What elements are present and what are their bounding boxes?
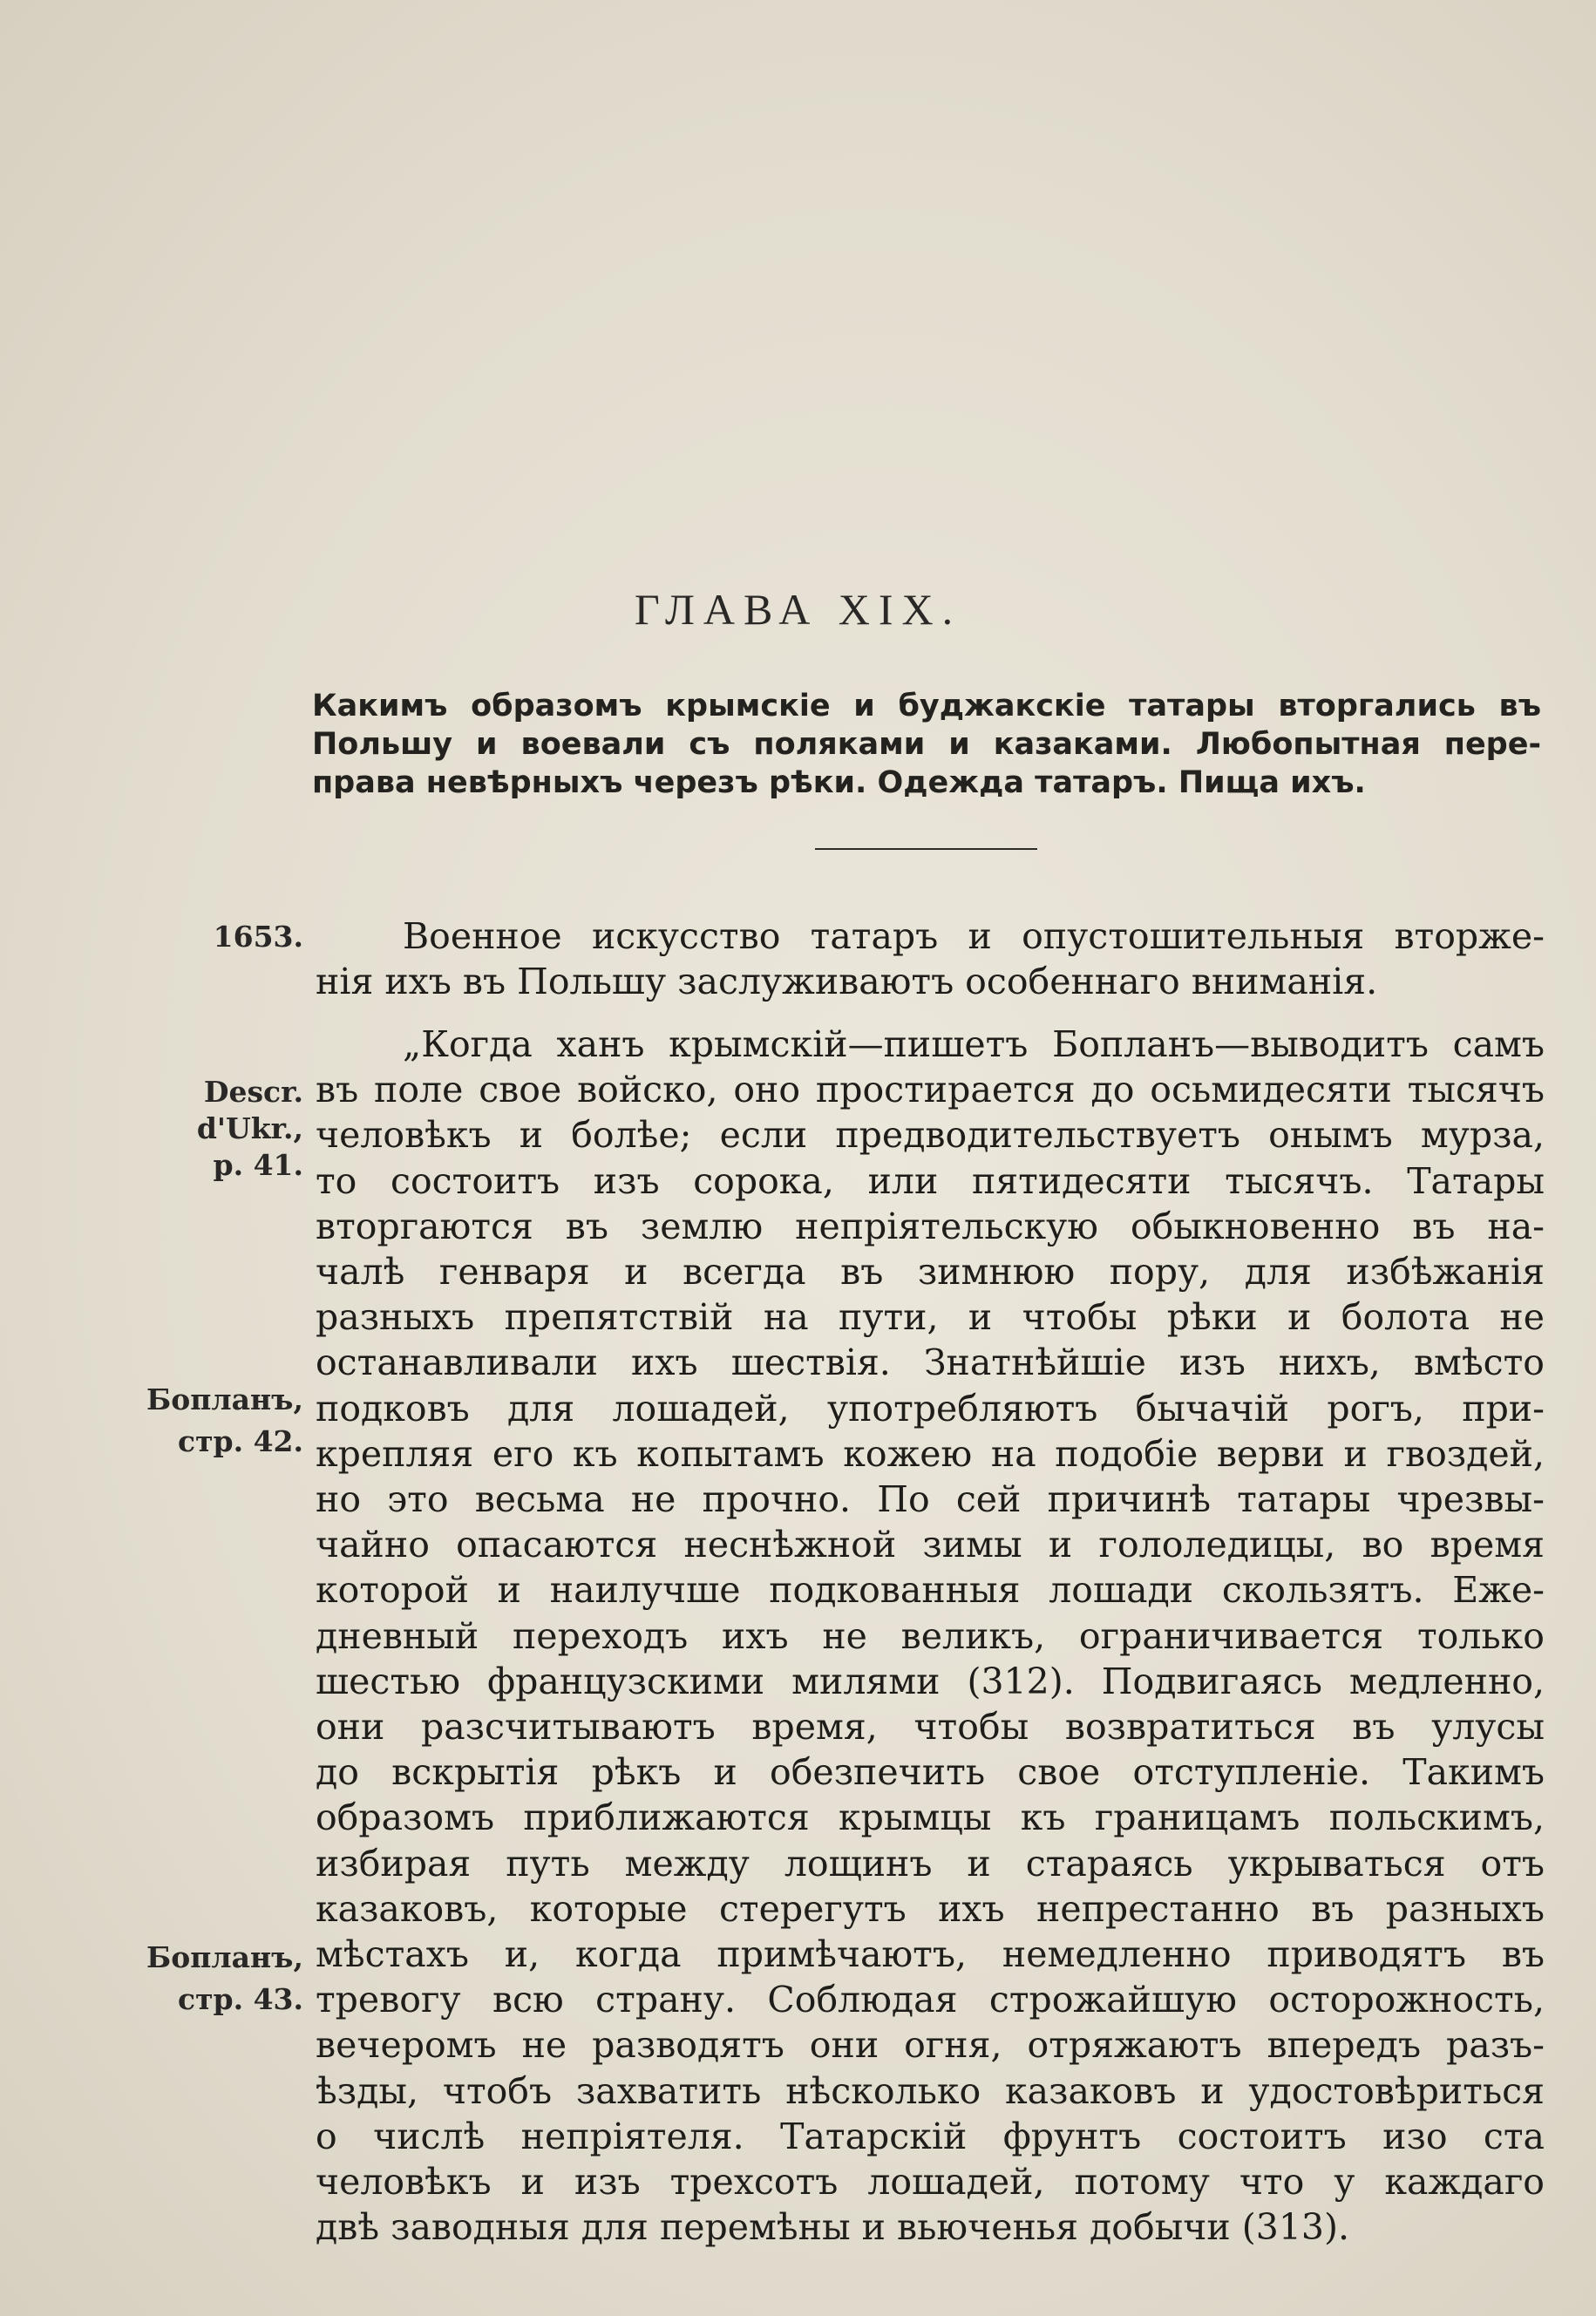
- margin-ref-boplan: Бопланъ,: [146, 1940, 303, 1974]
- paragraph-quote: [316, 1022, 1545, 2250]
- text-line: которой и наилучше подкованныя лошади скользятъ. Еже-: [316, 1569, 1545, 1612]
- text-line: двѣ заводныя для перемѣны и вьюченья добычи (313).: [316, 2206, 1350, 2249]
- text-line: но это весьма не прочно. По сей причинѣ татары чрезвы-: [316, 1478, 1545, 1521]
- margin-ref-descr: Descr.: [203, 1075, 303, 1109]
- text-line: дневный переходъ ихъ не великъ, ограничивается только: [316, 1614, 1545, 1657]
- margin-ref-descr: p. 41.: [213, 1148, 303, 1182]
- margin-year: 1653.: [213, 920, 303, 954]
- text-line: разныхъ препятствій на пути, и чтобы рѣки и болота не: [316, 1296, 1545, 1339]
- margin-ref-boplan: стр. 42.: [177, 1424, 303, 1458]
- text-line: вторгаются въ землю непріятельскую обыкновенно въ на-: [316, 1205, 1545, 1247]
- chapter-summary: [312, 687, 1541, 802]
- text-line: то состоитъ изъ сорока, или пятидесяти тысячъ. Татары: [316, 1159, 1545, 1202]
- text-line: крепляя его къ копытамъ кожею на подобіе верви и гвоздей,: [316, 1432, 1545, 1475]
- text-line: нія ихъ въ Польшу заслуживаютъ особеннаго вниманія.: [316, 961, 1378, 1003]
- text-line: шестью французскими милями (312). Подвигаясь медленно,: [316, 1660, 1545, 1702]
- summary-line: Польшу и воевали съ поляками и казаками. Любопытная пере-: [312, 727, 1541, 762]
- text-line: человѣкъ и болѣе; если предводительствуетъ онымъ мурза,: [316, 1114, 1545, 1157]
- text-line: тревогу всю страну. Соблюдая строжайшую осторожность,: [316, 1979, 1545, 2021]
- margin-ref-boplan: Бопланъ,: [146, 1382, 303, 1416]
- text-line: подковъ для лошадей, употребляютъ бычачій рогъ, при-: [316, 1387, 1545, 1430]
- text-line: чалѣ генваря и всегда въ зимнюю пору, для избѣжанія: [316, 1251, 1545, 1294]
- text-line: мѣстахъ и, когда примѣчаютъ, немедленно приводятъ въ: [316, 1933, 1545, 1976]
- text-line: останавливали ихъ шествія. Знатнѣйшіе изъ нихъ, вмѣсто: [316, 1341, 1545, 1384]
- text-line: о числѣ непріятеля. Татарскій фрунтъ состоитъ изо ста: [316, 2115, 1545, 2157]
- text-line: ѣзды, чтобъ захватить нѣсколько казаковъ и удостовѣриться: [316, 2069, 1545, 2112]
- text-line: въ поле свое войско, оно простирается до осьмидесяти тысячъ: [316, 1069, 1545, 1111]
- summary-line: Какимъ образомъ крымскіе и буджакскіе татары вторгались въ: [312, 689, 1541, 723]
- text-line: вечеромъ не разводятъ они огня, отряжаютъ впередъ разъ-: [316, 2024, 1545, 2067]
- section-divider: [815, 848, 1037, 850]
- text-line: „Когда ханъ крымскій—пишетъ Бопланъ—выводитъ самъ: [403, 1023, 1545, 1065]
- text-line: избирая путь между лощинъ и стараясь укрываться отъ: [316, 1842, 1545, 1885]
- margin-ref-boplan: стр. 43.: [177, 1982, 303, 2016]
- text-line: они разсчитываютъ время, чтобы возвратиться въ улусы: [316, 1706, 1545, 1749]
- text-line: человѣкъ и изъ трехсотъ лошадей, потому что у каждаго: [316, 2161, 1545, 2204]
- summary-line: права невѣрныхъ черезъ рѣки. Одежда татаръ. Пища ихъ.: [312, 765, 1366, 800]
- chapter-title: ГЛАВА XIX.: [634, 585, 962, 634]
- paragraph-intro: [316, 913, 1545, 1004]
- margin-ref-descr: d'Ukr.,: [196, 1111, 303, 1145]
- text-line: образомъ приближаются крымцы къ границамъ польскимъ,: [316, 1796, 1545, 1839]
- text-line: Военное искусство татаръ и опустошительныя вторже-: [403, 915, 1545, 957]
- text-line: казаковъ, которые стерегутъ ихъ непрестанно въ разныхъ: [316, 1887, 1545, 1930]
- text-line: до вскрытія рѣкъ и обезпечить свое отступленіе. Такимъ: [316, 1751, 1545, 1794]
- text-line: чайно опасаются неснѣжной зимы и гололедицы, во время: [316, 1524, 1545, 1566]
